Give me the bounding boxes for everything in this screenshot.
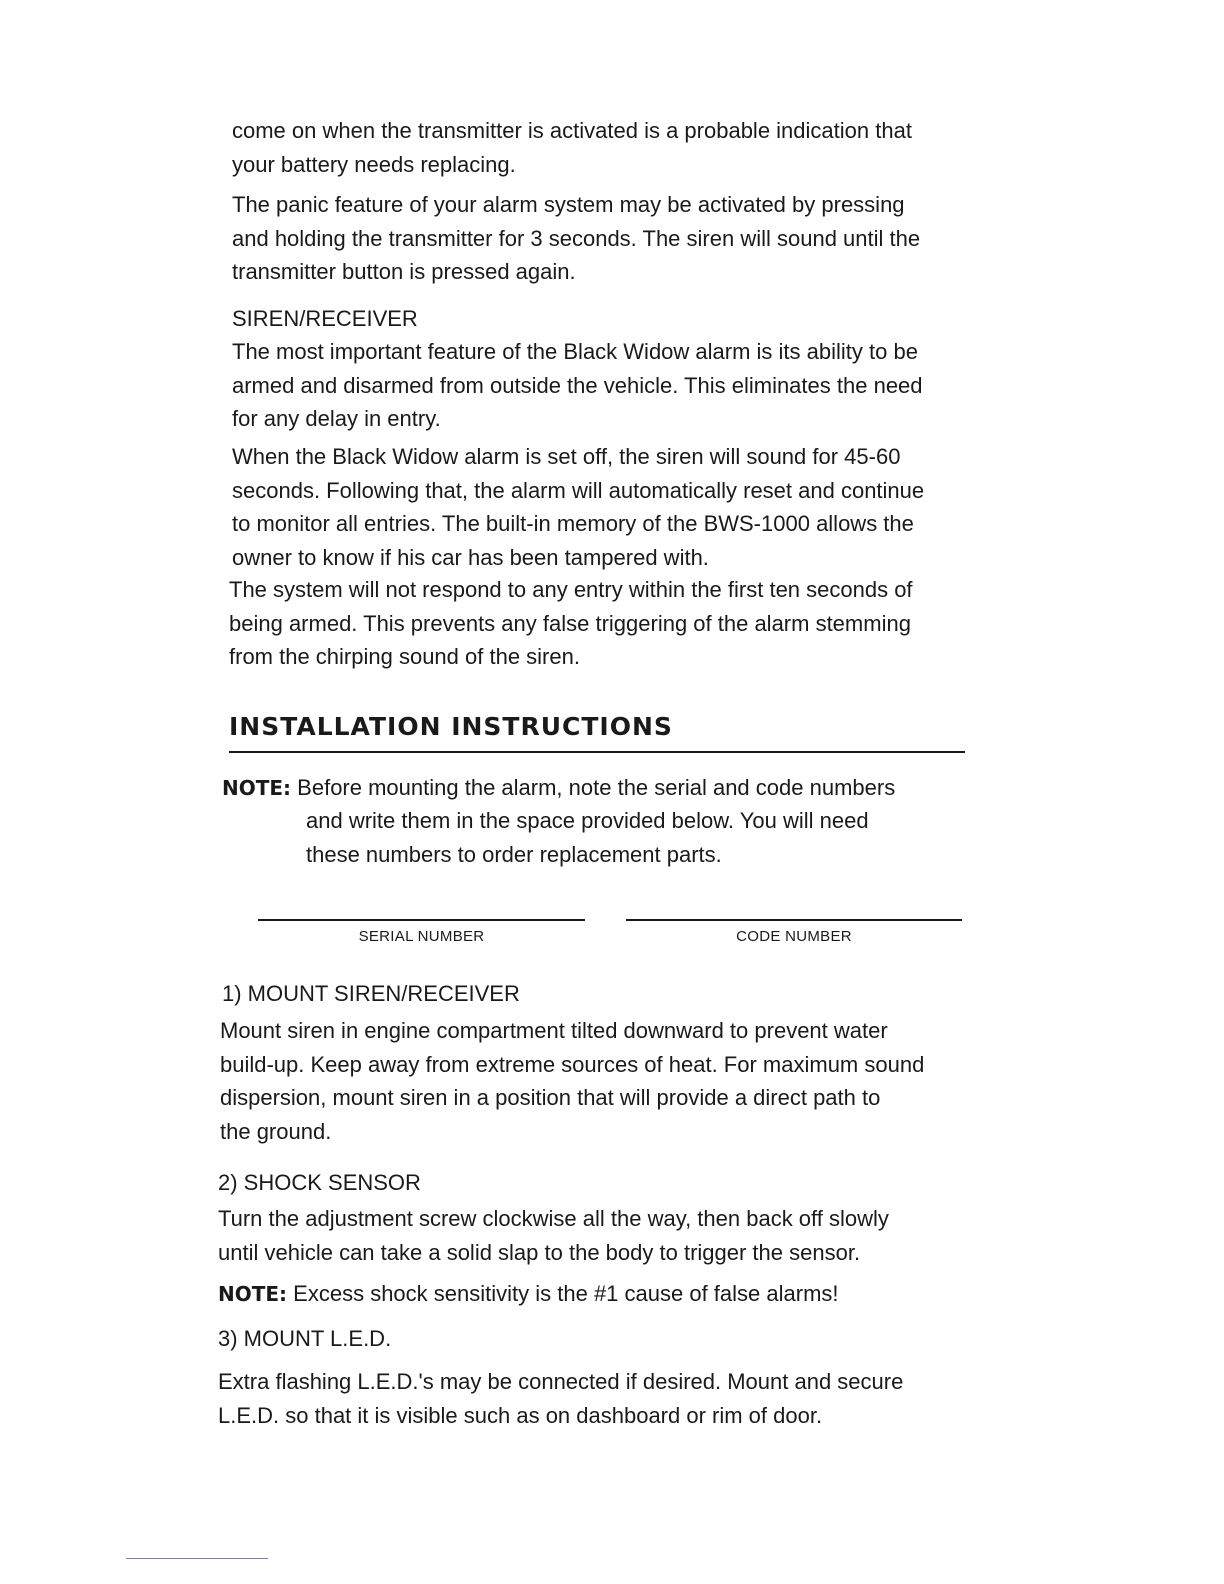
serial-number-label: SERIAL NUMBER [358, 928, 485, 945]
step-3-title: 3) MOUNT L.E.D. [218, 1326, 392, 1351]
code-number-label: CODE NUMBER [736, 928, 852, 945]
note-false-alarms-text: Excess shock sensitivity is the #1 cause of false alarms! [293, 1281, 839, 1306]
heading-underline [229, 751, 965, 753]
note-label: NOTE: [218, 1282, 288, 1306]
siren-receiver-paragraph-1: The most important feature of the Black Widow alarm is its ability to be armed and disarmed from outside the vehicle. This eliminates the need for any delay in entry. [232, 339, 923, 431]
intro-paragraph-1: come on when the transmitter is activated is a probable indication that your battery needs replacing. [232, 118, 912, 177]
note-label: NOTE: [222, 776, 292, 800]
step-2-title: 2) SHOCK SENSOR [218, 1170, 421, 1195]
note-serial-codes [222, 771, 895, 806]
note-false-alarms [218, 1277, 839, 1312]
intro-paragraph-panic: The panic feature of your alarm system may be activated by pressing and holding the transmitter for 3 seconds. The siren will sound until the transmitter button is pressed again. [232, 192, 921, 284]
code-number-blank[interactable] [626, 919, 962, 921]
step-2-body: Turn the adjustment screw clockwise all the way, then back off slowly until vehicle can take a solid slap to the body to trigger the sensor. [218, 1206, 889, 1265]
siren-receiver-paragraph-3: The system will not respond to any entry within the first ten seconds of being armed. This prevents any false triggering of the alarm stemming from the chirping sound of the siren. [229, 577, 913, 669]
note-text-line-1: Before mounting the alarm, note the serial and code numbers [297, 775, 896, 800]
note-text-continued: and write them in the space provided below. You will need these numbers to order replacement parts. [306, 808, 869, 867]
step-1-body: Mount siren in engine compartment tilted downward to prevent water build-up. Keep away from extreme sources of heat. For maximum sound dispersion, mount siren in a position that will provide a direct path to the ground. [220, 1018, 925, 1144]
step-3-body: Extra flashing L.E.D.'s may be connected if desired. Mount and secure L.E.D. so that it is visible such as on dashboard or rim of door. [218, 1369, 904, 1428]
serial-number-blank[interactable] [258, 919, 585, 921]
installation-heading: INSTALLATION INSTRUCTIONS [229, 712, 673, 741]
siren-receiver-title: SIREN/RECEIVER [232, 306, 418, 331]
step-1-title: 1) MOUNT SIREN/RECEIVER [222, 981, 520, 1006]
footer-line [126, 1558, 268, 1559]
siren-receiver-paragraph-2: When the Black Widow alarm is set off, the siren will sound for 45-60 seconds. Following that, the alarm will automatically reset and continue to monitor all entries. The built-in memory of the BWS-1000 allows the owner to know if his car has been tampered with. [232, 444, 925, 570]
